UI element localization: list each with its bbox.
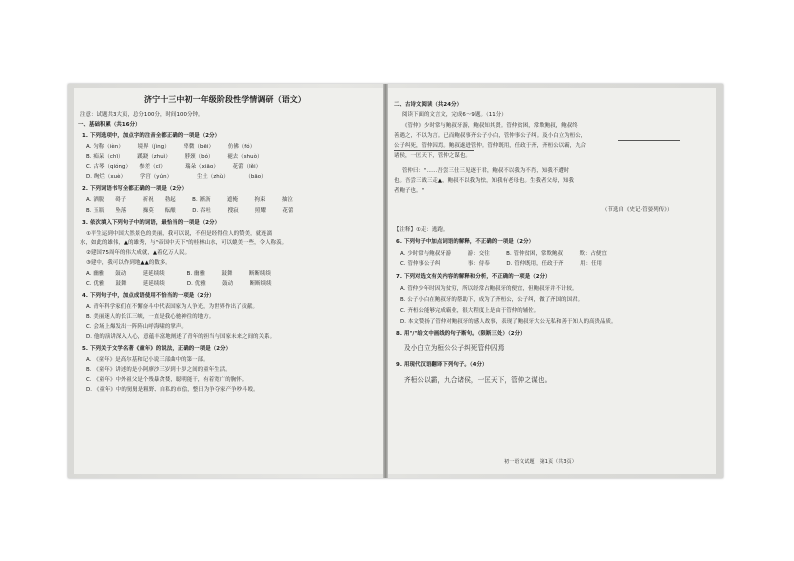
page-footer: 初一语文试题 第1页（共3页） [504,459,577,465]
reading-intro: 阅读下面的文言文，完成6～9题。（11分） [402,112,507,118]
q4-option-d: D. 他的演讲深入人心，意蕴丰富地阐述了青年的担当与国家未来之间的关系。 [86,334,276,340]
question-8: 8. 用"/"给文中画线的句子断句。（限断三处）（2分） [396,331,526,337]
underline-mark [618,140,680,141]
passage-line-6: 也。吾尝三战三走▲，鲍叔不以我为怯，知我有老母也。生我者父母，知我 [394,178,574,184]
q7-option-b: B. 公子小白在鲍叔牙的帮助下，成为了齐桓公，公子纠，做了齐国的国君。 [400,297,584,303]
q5-option-d: D. 《童年》中的舅舅是粗野、自私的市侩，整日为争夺家产争吵斗殴。 [86,387,259,393]
question-3: 3. 依次填入下列句子中的词语，最恰当的一项是（2分） [82,220,221,226]
q5-option-a: A. 《童年》是高尔基和记小说三部曲中的第一部。 [86,357,209,363]
question-5: 5. 下列关于文学名著《童年》的说法，正确的一项是（2分） [82,346,232,352]
q3-sentence-3: ③建中，我可以作到地▲▲的数多。 [86,260,171,266]
q9-answer-text: 齐桓公以霸，九合诸侯，一匡天下，管仲之谋也。 [404,376,552,384]
q6-options-cd: C. 管仲事公子纠 事：侍奉 D. 管仲既用，任政于齐 用：任用 [400,261,603,267]
passage-line-2: 善遇之，不以为言。已而鲍叔事齐公子小白，管仲事公子纠。及小白立为桓公， [394,133,587,139]
exam-title: 济宁十三中初一年级阶段性学情调研（语文） [144,95,306,104]
q7-option-c: C. 齐桓公能够完成霸业，很大程度上是由于管仲的辅佐。 [400,308,540,314]
question-4: 4. 下列句子中，加点成语使用不恰当的一项是（2分） [82,293,215,299]
passage-line-3: 公子纠死，管仲囚焉。鲍叔遂进管仲。管仲既用，任政于齐，齐桓公以霸，九合 [394,143,587,149]
underline-mark [394,150,474,151]
question-9: 9. 用现代汉语翻译下列句子。（4分） [396,362,488,368]
q4-option-b: B. 美丽迷人的长江三峡，一直是我心驰神往的地方。 [86,314,215,320]
q8-answer-text: 及小白立为桓公公子纠死管仲囚焉 [404,344,505,352]
exam-note: 注意：试题共3大页，总分100分，时间100分钟。 [80,112,204,118]
passage-line-4: 诸侯，一匡天下，管仲之谋也。 [394,153,471,159]
passage-line-7: 者鲍子也。" [394,188,425,194]
q1-option-c: C. 古琴（qióng） 参差（cī） 瑞朵（xiāo） 花蕾（lěi） [86,164,262,170]
q3-sentence-1b: 水，如此的雄伟，▲的雄秀，与"帝国中天下"的桂林山水，可以媲美一些，令人称羡。 [80,240,288,246]
question-2: 2. 下列词语书写全都正确的一项是（2分） [82,186,188,192]
q1-option-d: D. 绚烂（xuè） 学宫（yún） 尘土（zhù） （bāo） [86,174,267,180]
passage-source: （节选自《史记·管晏列传》） [602,207,673,213]
right-page [388,88,716,474]
question-6: 6. 下列句子中加点词语的解释，不正确的一项是（2分） [396,239,535,245]
q5-option-b: B. 《童年》讲述的是小阿廖沙三岁到十岁之间的童年生活。 [86,367,231,373]
q6-options-ab: A. 少时常与鲍叔牙游 游：交往 B. 管仲贫困，常欺鲍叔 欺：占便宜 [400,251,607,257]
q2-options-ab: A. 洒脱 碍子 祈祝 勃起 B. 淅沥 遮掩 拘束 抽泣 [86,197,293,203]
scanned-exam-photo [68,84,723,478]
q2-options-cd: B. 玉瓶 坠落 操莫 酝酿 D. 吞吐 搜寂 照耀 花蕾 [86,208,294,214]
question-1: 1. 下列选项中，加点字的注音全都正确的一项是（2分） [82,133,221,139]
section-1-title: 一、基础积累（共16分） [78,122,141,128]
passage-line-1: 《管仲》少时常与鲍叔牙游，鲍叔知其贤。管仲贫困，常欺鲍叔，鲍叔终 [402,123,578,129]
q3-sentence-1: ①平生运到中国大然景色的美丽，我可以说，不但是经得住人的赞美，就连漓 [86,231,273,237]
q3-options-cd: C. 优雅 鼓舞 延延续续 D. 优雅 鼓动 断断续续 [86,281,272,287]
q3-sentence-2: ②建国75周年的伟大成就，▲着亿万人民。 [86,250,191,256]
question-7: 7. 下列对选文有关内容的解释和分析，不正确的一项是（2分） [396,274,551,280]
q5-option-c: C. 《童年》中外祖父是个残暴贪婪，聪明能干，有着宽广的胸怀。 [86,377,248,383]
passage-note: 【注释】①走：逃跑。 [394,227,449,233]
q1-option-b: B. 痴呆（chī） 蹊跷（zhuì） 脖颈（bó） 褪去（shuò） [86,154,263,160]
q4-option-c: C. 会场上爆发出一阵阵山呼海啸的掌声。 [86,324,187,330]
section-2-title: 二、古诗文阅读（共24分） [394,102,463,108]
q4-option-a: A. 青年科学家们在不懈奋斗中代表国家为人争光，为世界作出了贡献。 [86,304,259,310]
passage-line-5: 管仲曰："……吾尝三仕三见逐于君，鲍叔不以我为不肖，知我不遭时 [402,168,570,174]
q7-option-a: A. 管仲少年时因为贫穷，所以经常占鲍叔牙的便宜，但鲍叔牙并不计较。 [400,286,578,292]
left-page [74,88,383,474]
q7-option-d: D. 本文赞扬了管仲对鲍叔牙的感人故事，表现了鲍叔牙大公无私和善于知人的高贵品质。 [400,319,617,325]
q3-options-ab: A. 幽雅 鼓动 延延续续 B. 幽雅 鼓舞 断断续续 [86,271,271,277]
q1-option-a: A. 匀称（ièn） 境界（jìng） 卑微（bēi） 仿佛（fó） [86,144,256,150]
